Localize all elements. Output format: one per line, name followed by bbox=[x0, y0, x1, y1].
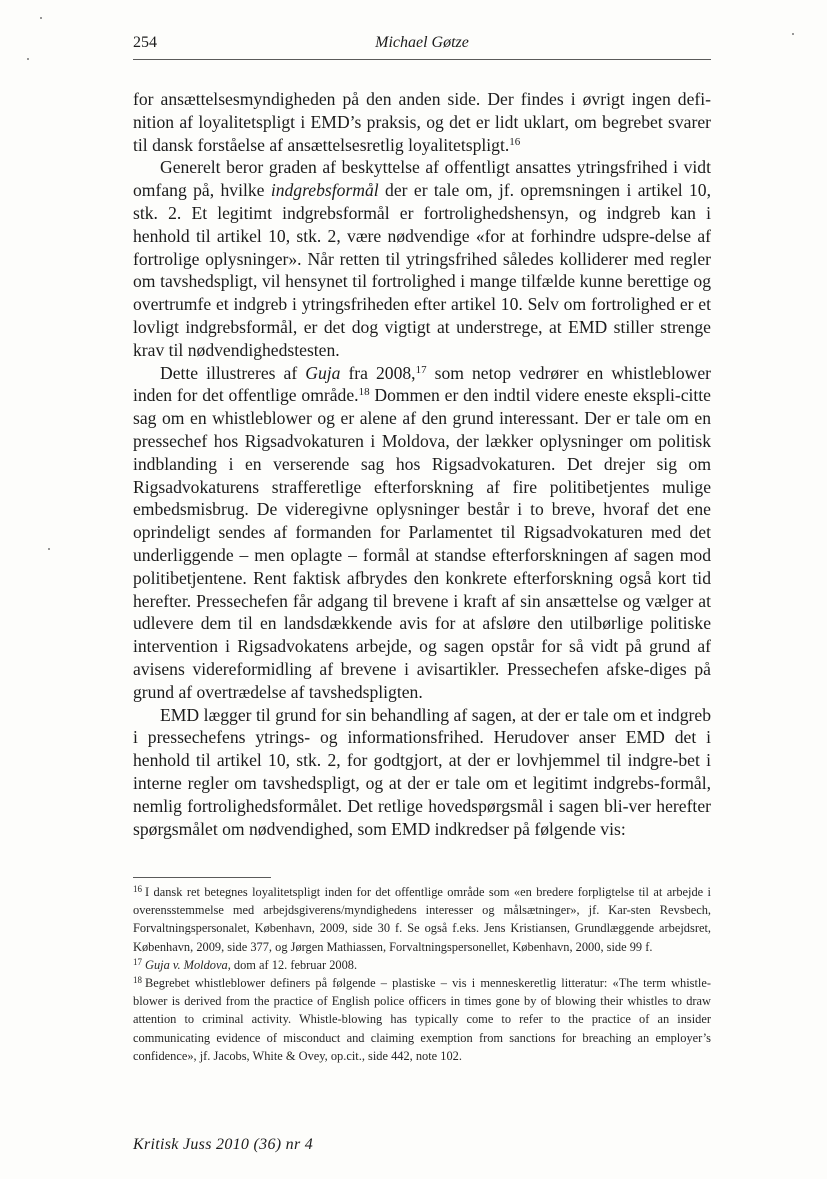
footnote-ref-18: 18 bbox=[358, 386, 370, 399]
footnote-16-text: I dansk ret betegnes loyalitetspligt inden for det offentlige område som «en bredere forpligtelse til at arbejde i overensstemmelse med arbejdsgiverens/myndighedens interesser og målsætninger», jf. Kar-sten Revsbech, Forvaltningspersonalet, København, 2009, side 30 f. Se også f.eks. Jens Kristiansen, Grundlæggende arbejdsret, København, 2009, side 377, og Jørgen Mathiassen, Forvaltningspersonellet, København, 2000, side 99 f. bbox=[133, 885, 711, 954]
footnote-17 bbox=[133, 956, 711, 974]
footnote-18-number: 18 bbox=[133, 975, 142, 986]
paragraph-4 bbox=[133, 704, 711, 841]
paragraph-1-text: for ansættelsesmyndigheden på den anden side. Der findes i øvrigt ingen defi-nition af loyalitetspligt i EMD’s praksis, og det er lidt uklart, om begrebet svarer til dansk forståelse af ansættelsesretlig loyalitetspligt. bbox=[133, 89, 711, 155]
scan-speck bbox=[27, 58, 29, 60]
footnote-17-text: , dom af 12. februar 2008. bbox=[227, 957, 358, 972]
paragraph-2-text-a: Generelt beror graden af beskyttelse af offentligt ansattes ytringsfrihed i vidt omfang på, hvilke bbox=[133, 157, 711, 201]
footnote-17-case-name: Guja v. Moldova bbox=[145, 957, 228, 972]
footnote-18 bbox=[133, 974, 711, 1065]
paragraph-3-emphasis: Guja bbox=[305, 362, 341, 383]
paragraph-2 bbox=[133, 156, 711, 361]
paragraph-3-text-a: Dette illustreres af bbox=[160, 362, 306, 383]
footnote-17-number: 17 bbox=[133, 956, 142, 967]
scan-speck bbox=[48, 548, 50, 550]
running-title: Michael Gøtze bbox=[375, 34, 469, 51]
paragraph-3 bbox=[133, 362, 711, 704]
footnote-ref-16: 16 bbox=[509, 135, 521, 148]
paragraph-4-text: EMD lægger til grund for sin behandling af sagen, at der er tale om et indgreb i pressechefens ytrings- og informationsfrihed. Herudover anser EMD det i henhold til artikel 10, stk. 2, for godtgjort, at der er lovhjemmel til indgre-bet i interne regler om tavshedspligt, og at der er tale om et legitimt indgrebs-formål, nemlig fortrolighedsformålet. Det retlige hovedspørgsmål i sagen bli-ver herefter spørgsmålet om nødvendighed, som EMD indkredser på følgende vis: bbox=[133, 704, 711, 839]
paragraph-3-text-c: som netop vedrører en whistleblower inden for det offentlige område. bbox=[133, 362, 712, 406]
paragraph-3-text-b: fra 2008, bbox=[340, 362, 416, 383]
footnote-18-text: Begrebet whistleblower definers på følgende – plastiske – vis i menneskeretlig litteratur: «The term whistle-blower is derived from the practice of English police officers in times gone by of blowing their whistles to draw attention to criminal activity. Whistle-blowing has typically come to refer to the practice of an insider communicating evidence of misconduct and claiming exemption from sanctions for breaching an employer’s confidence», jf. Jacobs, White & Ovey, op.cit., side 442, note 102. bbox=[133, 976, 711, 1063]
scan-speck bbox=[40, 17, 42, 19]
footnote-ref-17: 17 bbox=[415, 363, 427, 376]
footnote-16 bbox=[133, 883, 711, 956]
page-header bbox=[133, 34, 711, 56]
paragraph-2-emphasis: indgrebsformål bbox=[270, 180, 379, 201]
footnotes bbox=[133, 883, 711, 1065]
scan-speck bbox=[792, 33, 794, 35]
page-number: 254 bbox=[133, 34, 157, 51]
paragraph-3-text-d: Dommen er den indtil videre eneste ekspli-citte sag om en whistleblower og er alene af den grund interessant. Der er tale om en pressechef hos Rigsadvokaturen i Moldova, der lækker oplysninger om politisk indblanding i en verserende sag hos Rigsadvokaturen. Det drejer sig om Rigsadvokaturens strafferetlige efterforskning af fire politibetjentes mulige embedsmisbrug. De videregivne oplysninger består i to breve, hvoraf det ene oprindeligt sendes af formanden for Parlamentet til Rigsadvokaturen med det underliggende – men oplagte – formål at standse efterforskningen af sagen mod politibetjentene. Rent faktisk afbrydes den konkrete efterforskning også kort tid herefter. Pressechefen får adgang til brevene i kraft af sin ansættelse og vælger at udlevere dem til en landsdækkende avis for at afsløre den utilbørlige politiske intervention i Rigsadvokatens arbejde, og sagen opstår for så vidt på grund af avisens videreformidling af brevene i avisartikler. Pressechefen afske-diges på grund af overtrædelse af tavshedspligten. bbox=[133, 385, 711, 702]
body-text bbox=[133, 88, 711, 840]
footnote-16-number: 16 bbox=[133, 884, 142, 894]
header-rule bbox=[133, 59, 711, 60]
paragraph-2-text-b: der er tale om, jf. opremsningen i artikel 10, stk. 2. Et legitimt indgrebsformål er fortrolighedshensyn, og indgreb kan i henhold til artikel 10, stk. 2, være nødvendige «for at forhindre udspre-delse af fortrolige oplysninger». Når retten til ytringsfrihed således kolliderer med regler om tavshedspligt, vil hensynet til fortrolighed i mange tilfælde kunne berettige og overtrumfe et indgreb i ytringsfriheden efter artikel 10. Selv om fortrolighed er et lovligt indgrebsformål, er det dog vigtigt at understrege, at EMD stiller strenge krav til nødvendighedstesten. bbox=[133, 180, 712, 360]
footnote-rule bbox=[133, 877, 271, 878]
journal-footer: Kritisk Juss 2010 (36) nr 4 bbox=[133, 1136, 314, 1153]
paragraph-1 bbox=[133, 88, 711, 156]
